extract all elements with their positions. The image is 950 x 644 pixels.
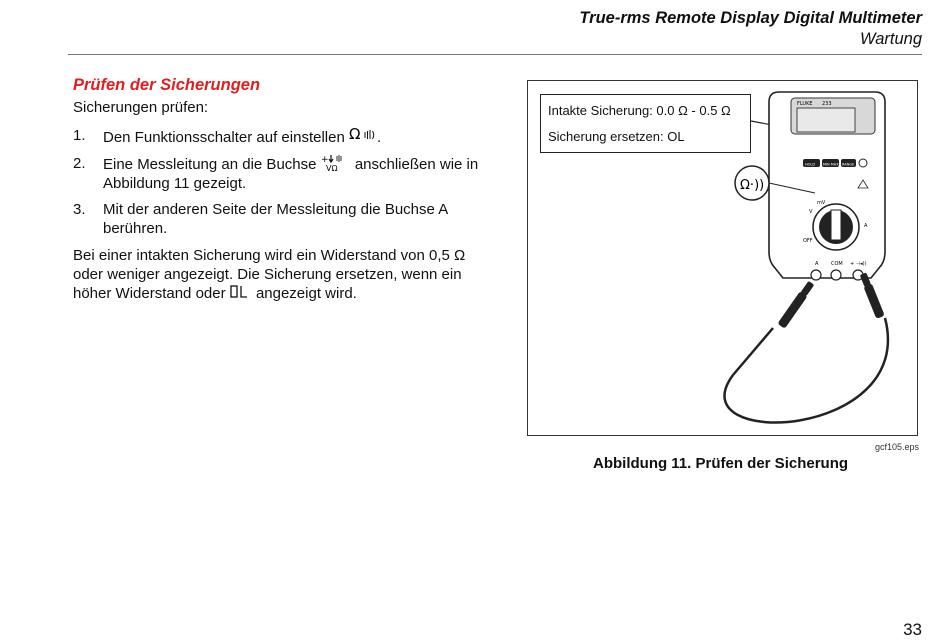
range-label: RANGE xyxy=(842,162,855,167)
paragraph-text-end: angezeigt wird. xyxy=(255,285,357,302)
header-subtitle: Wartung xyxy=(859,30,922,48)
result-paragraph xyxy=(73,246,468,303)
meter-brand-label: FLUKE xyxy=(797,101,813,107)
list-item xyxy=(73,126,483,147)
switch-label-v: V xyxy=(809,209,813,215)
step-number: 1. xyxy=(73,127,86,144)
rotary-switch-pointer xyxy=(831,210,841,240)
header-divider xyxy=(68,54,922,55)
jack-voltage-symbol-icon xyxy=(321,154,351,172)
step-text: Eine Messleitung an die Buchse xyxy=(103,156,317,173)
ohm-beep-symbol-icon: Ω·)) xyxy=(740,178,765,193)
meter-model-label: 233 xyxy=(822,101,832,107)
jack-com xyxy=(831,270,841,280)
jack-label-a: A xyxy=(815,261,819,267)
page-number: 33 xyxy=(903,620,922,639)
probe-left xyxy=(777,280,815,329)
intro-text: Sicherungen prüfen: xyxy=(73,99,209,116)
callout-line-good: Intakte Sicherung: 0.0 Ω - 0.5 Ω xyxy=(548,103,731,118)
svg-text:Ω: Ω xyxy=(348,126,361,142)
steps-list xyxy=(73,126,483,245)
switch-label-a: A xyxy=(864,223,868,229)
jack-a xyxy=(811,270,821,280)
step-number: 3. xyxy=(73,201,86,218)
probe-right xyxy=(859,272,885,319)
header-title: True-rms Remote Display Digital Multimeter xyxy=(579,9,922,27)
test-lead-cable xyxy=(724,318,887,423)
step-number: 2. xyxy=(73,155,86,172)
meter-display xyxy=(797,108,855,132)
jack-label-com: COM xyxy=(831,261,843,267)
minmax-label: MIN MAX xyxy=(823,162,839,167)
jack-label-v: + ⊣◂)) xyxy=(850,261,867,267)
svg-text:VΩ: VΩ xyxy=(325,164,338,172)
overload-ol-icon xyxy=(230,285,252,299)
paragraph-text: Bei einer intakten Sicherung wird ein Widerstand von 0,5 Ω oder weniger angezeigt. Die Sicherung ersetzen, wenn ein höher Widerstand oder xyxy=(73,247,466,302)
section-title: Prüfen der Sicherungen xyxy=(73,76,261,94)
callout-line-replace: Sicherung ersetzen: OL xyxy=(548,129,685,144)
step-text-end: anschließen wie in Abbildung 11 gezeigt. xyxy=(103,156,479,192)
probe-left-cable xyxy=(733,328,773,375)
list-item xyxy=(73,154,483,193)
list-item xyxy=(73,200,483,238)
ohm-beep-symbol-icon xyxy=(349,126,377,142)
hold-label: HOLD xyxy=(805,162,816,167)
switch-label-off: OFF xyxy=(803,238,813,244)
step-text: Den Funktionsschalter auf einstellen xyxy=(103,129,345,146)
fuse-callout-box xyxy=(540,94,751,153)
step-text: Mit der anderen Seite der Messleitung die Buchse A berühren. xyxy=(103,201,448,237)
svg-text:+: + xyxy=(320,155,329,165)
figure-filename: gcf105.eps xyxy=(874,442,919,452)
figure-caption: Abbildung 11. Prüfen der Sicherung xyxy=(593,455,849,472)
step-text-end: . xyxy=(376,129,382,146)
switch-label-mv: mV xyxy=(817,200,826,206)
